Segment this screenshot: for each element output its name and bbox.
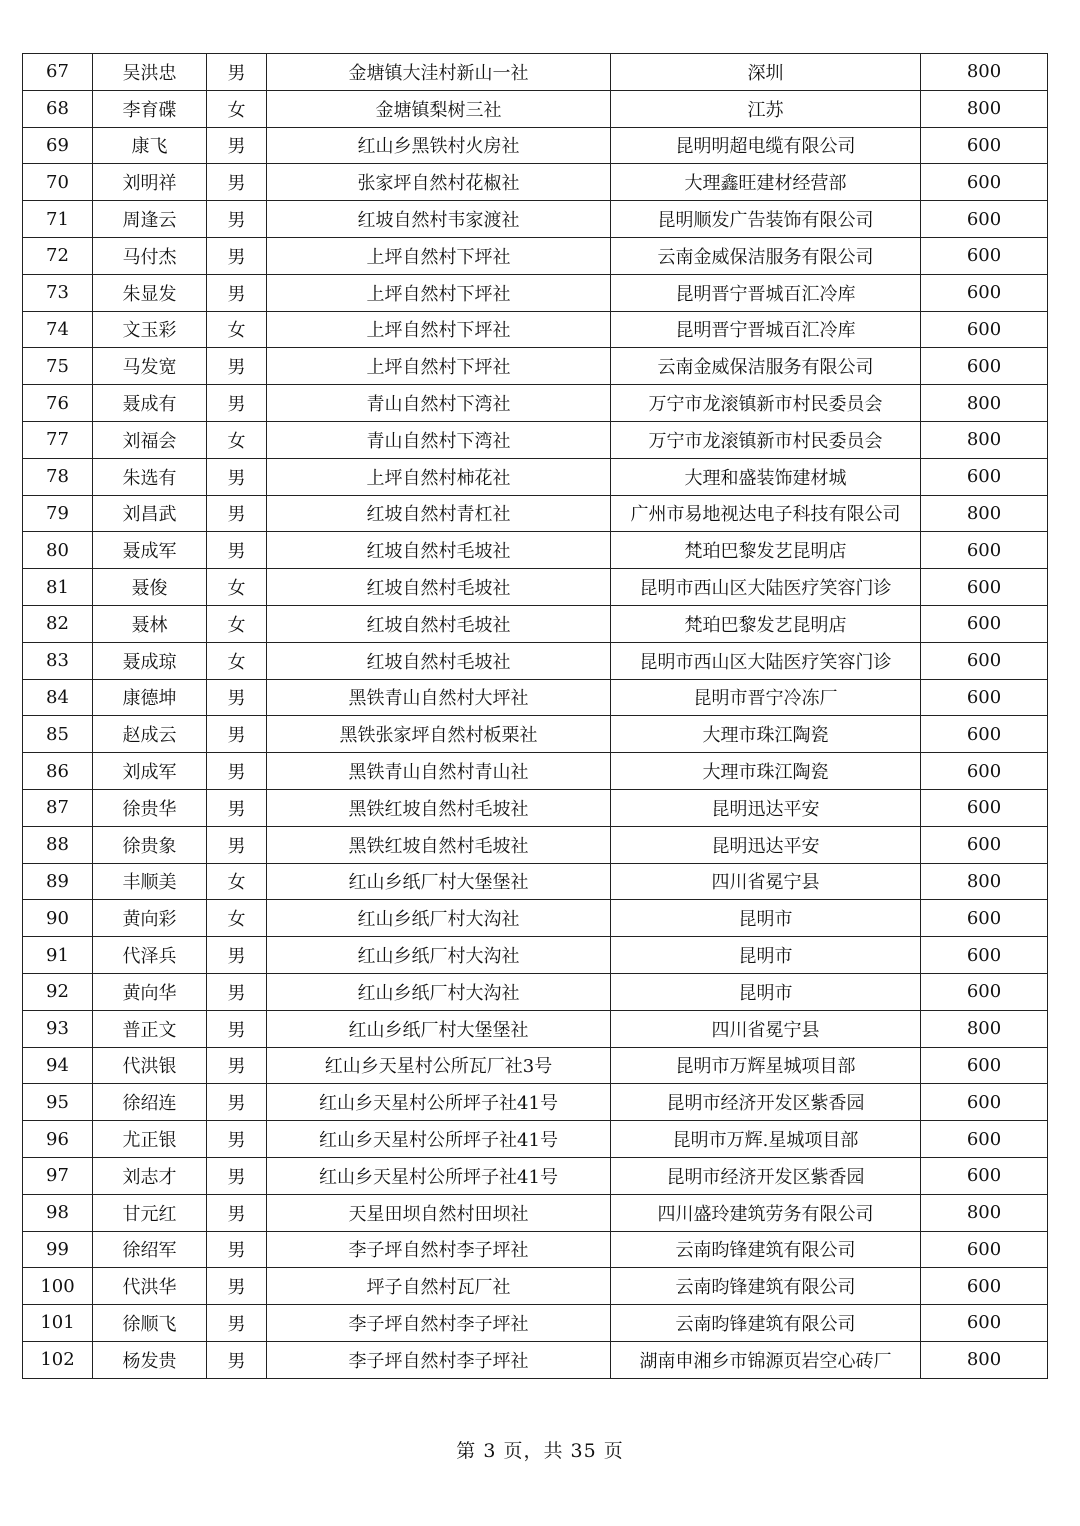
workplace-cell: 大理和盛装饰建材城 <box>611 458 921 495</box>
name-cell: 聂成有 <box>93 385 207 422</box>
address-cell: 李子坪自然村李子坪社 <box>267 1305 611 1342</box>
name-cell: 徐贵象 <box>93 826 207 863</box>
address-cell: 金塘镇大洼村新山一社 <box>267 54 611 91</box>
workplace-cell: 湖南申湘乡市锦源页岩空心砖厂 <box>611 1341 921 1378</box>
table-row <box>23 826 1048 863</box>
gender-cell: 女 <box>207 569 267 606</box>
address-cell: 上坪自然村柿花社 <box>267 458 611 495</box>
name-cell: 杨发贵 <box>93 1341 207 1378</box>
workplace-cell: 昆明市经济开发区紫香园 <box>611 1084 921 1121</box>
table-row <box>23 1194 1048 1231</box>
workplace-cell: 深圳 <box>611 54 921 91</box>
row-number-cell: 79 <box>23 495 93 532</box>
workplace-cell: 昆明市万辉.星城项目部 <box>611 1121 921 1158</box>
table-row <box>23 605 1048 642</box>
gender-cell: 男 <box>207 237 267 274</box>
workplace-cell: 梵珀巴黎发艺昆明店 <box>611 532 921 569</box>
name-cell: 徐绍连 <box>93 1084 207 1121</box>
table-row <box>23 1268 1048 1305</box>
row-number-cell: 100 <box>23 1268 93 1305</box>
row-number-cell: 71 <box>23 201 93 238</box>
gender-cell: 男 <box>207 716 267 753</box>
row-number-cell: 101 <box>23 1305 93 1342</box>
address-cell: 红山乡纸厂村大沟社 <box>267 973 611 1010</box>
name-cell: 徐贵华 <box>93 789 207 826</box>
address-cell: 李子坪自然村李子坪社 <box>267 1231 611 1268</box>
workplace-cell: 昆明迅达平安 <box>611 789 921 826</box>
table-row <box>23 863 1048 900</box>
gender-cell: 男 <box>207 127 267 164</box>
gender-cell: 男 <box>207 753 267 790</box>
amount-cell: 800 <box>921 1194 1048 1231</box>
workplace-cell: 江苏 <box>611 90 921 127</box>
amount-cell: 800 <box>921 495 1048 532</box>
gender-cell: 女 <box>207 863 267 900</box>
name-cell: 朱选有 <box>93 458 207 495</box>
gender-cell: 男 <box>207 1231 267 1268</box>
address-cell: 红山乡天星村公所坪子社41号 <box>267 1121 611 1158</box>
amount-cell: 600 <box>921 937 1048 974</box>
name-cell: 康德坤 <box>93 679 207 716</box>
name-cell: 代泽兵 <box>93 937 207 974</box>
row-number-cell: 91 <box>23 937 93 974</box>
name-cell: 刘志才 <box>93 1157 207 1194</box>
address-cell: 青山自然村下湾社 <box>267 385 611 422</box>
row-number-cell: 76 <box>23 385 93 422</box>
table-row <box>23 127 1048 164</box>
table-row <box>23 1121 1048 1158</box>
amount-cell: 600 <box>921 569 1048 606</box>
amount-cell: 600 <box>921 237 1048 274</box>
address-cell: 红山乡黑铁村火房社 <box>267 127 611 164</box>
table-row <box>23 90 1048 127</box>
workplace-cell: 昆明市西山区大陆医疗笑容门诊 <box>611 642 921 679</box>
name-cell: 代洪华 <box>93 1268 207 1305</box>
workplace-cell: 大理鑫旺建材经营部 <box>611 164 921 201</box>
name-cell: 黄向彩 <box>93 900 207 937</box>
table-row <box>23 679 1048 716</box>
name-cell: 徐顺飞 <box>93 1305 207 1342</box>
row-number-cell: 88 <box>23 826 93 863</box>
name-cell: 朱显发 <box>93 274 207 311</box>
row-number-cell: 97 <box>23 1157 93 1194</box>
gender-cell: 男 <box>207 679 267 716</box>
row-number-cell: 93 <box>23 1010 93 1047</box>
amount-cell: 600 <box>921 973 1048 1010</box>
table-row <box>23 1010 1048 1047</box>
address-cell: 金塘镇梨树三社 <box>267 90 611 127</box>
workplace-cell: 昆明市西山区大陆医疗笑容门诊 <box>611 569 921 606</box>
name-cell: 周逢云 <box>93 201 207 238</box>
table-row <box>23 1231 1048 1268</box>
amount-cell: 600 <box>921 1305 1048 1342</box>
address-cell: 天星田坝自然村田坝社 <box>267 1194 611 1231</box>
name-cell: 聂俊 <box>93 569 207 606</box>
gender-cell: 男 <box>207 1047 267 1084</box>
gender-cell: 女 <box>207 311 267 348</box>
gender-cell: 男 <box>207 201 267 238</box>
row-number-cell: 72 <box>23 237 93 274</box>
address-cell: 黑铁青山自然村大坪社 <box>267 679 611 716</box>
workplace-cell: 昆明晋宁晋城百汇冷库 <box>611 274 921 311</box>
roster-table <box>22 53 1048 1379</box>
amount-cell: 800 <box>921 54 1048 91</box>
address-cell: 上坪自然村下坪社 <box>267 348 611 385</box>
workplace-cell: 云南金威保洁服务有限公司 <box>611 348 921 385</box>
name-cell: 黄向华 <box>93 973 207 1010</box>
workplace-cell: 广州市易地视达电子科技有限公司 <box>611 495 921 532</box>
address-cell: 李子坪自然村李子坪社 <box>267 1341 611 1378</box>
amount-cell: 600 <box>921 127 1048 164</box>
table-row <box>23 937 1048 974</box>
gender-cell: 男 <box>207 1194 267 1231</box>
workplace-cell: 四川省冕宁县 <box>611 863 921 900</box>
address-cell: 红山乡纸厂村大沟社 <box>267 900 611 937</box>
amount-cell: 800 <box>921 1010 1048 1047</box>
gender-cell: 男 <box>207 1268 267 1305</box>
address-cell: 红山乡纸厂村大沟社 <box>267 937 611 974</box>
row-number-cell: 82 <box>23 605 93 642</box>
workplace-cell: 四川盛玲建筑劳务有限公司 <box>611 1194 921 1231</box>
workplace-cell: 昆明市 <box>611 973 921 1010</box>
table-row <box>23 385 1048 422</box>
amount-cell: 600 <box>921 532 1048 569</box>
name-cell: 甘元红 <box>93 1194 207 1231</box>
gender-cell: 男 <box>207 1084 267 1121</box>
row-number-cell: 90 <box>23 900 93 937</box>
address-cell: 红山乡纸厂村大堡堡社 <box>267 863 611 900</box>
address-cell: 红坡自然村毛坡社 <box>267 532 611 569</box>
workplace-cell: 昆明迅达平安 <box>611 826 921 863</box>
amount-cell: 600 <box>921 1084 1048 1121</box>
workplace-cell: 昆明明超电缆有限公司 <box>611 127 921 164</box>
address-cell: 黑铁张家坪自然村板栗社 <box>267 716 611 753</box>
row-number-cell: 70 <box>23 164 93 201</box>
name-cell: 马发宽 <box>93 348 207 385</box>
table-row <box>23 716 1048 753</box>
amount-cell: 600 <box>921 679 1048 716</box>
row-number-cell: 87 <box>23 789 93 826</box>
gender-cell: 男 <box>207 274 267 311</box>
row-number-cell: 85 <box>23 716 93 753</box>
row-number-cell: 73 <box>23 274 93 311</box>
row-number-cell: 96 <box>23 1121 93 1158</box>
name-cell: 普正文 <box>93 1010 207 1047</box>
workplace-cell: 昆明市 <box>611 937 921 974</box>
amount-cell: 600 <box>921 311 1048 348</box>
table-row <box>23 348 1048 385</box>
row-number-cell: 86 <box>23 753 93 790</box>
amount-cell: 800 <box>921 385 1048 422</box>
table-row <box>23 1047 1048 1084</box>
address-cell: 坪子自然村瓦厂社 <box>267 1268 611 1305</box>
row-number-cell: 69 <box>23 127 93 164</box>
table-row <box>23 753 1048 790</box>
workplace-cell: 云南昀锋建筑有限公司 <box>611 1268 921 1305</box>
amount-cell: 600 <box>921 1268 1048 1305</box>
amount-cell: 800 <box>921 90 1048 127</box>
workplace-cell: 昆明顺发广告装饰有限公司 <box>611 201 921 238</box>
name-cell: 赵成云 <box>93 716 207 753</box>
row-number-cell: 95 <box>23 1084 93 1121</box>
gender-cell: 男 <box>207 348 267 385</box>
row-number-cell: 99 <box>23 1231 93 1268</box>
name-cell: 刘成军 <box>93 753 207 790</box>
gender-cell: 男 <box>207 937 267 974</box>
name-cell: 李育碟 <box>93 90 207 127</box>
table-row <box>23 311 1048 348</box>
amount-cell: 800 <box>921 863 1048 900</box>
table-row <box>23 642 1048 679</box>
table-row <box>23 900 1048 937</box>
address-cell: 红坡自然村韦家渡社 <box>267 201 611 238</box>
workplace-cell: 万宁市龙滚镇新市村民委员会 <box>611 421 921 458</box>
row-number-cell: 98 <box>23 1194 93 1231</box>
workplace-cell: 大理市珠江陶瓷 <box>611 753 921 790</box>
workplace-cell: 昆明市 <box>611 900 921 937</box>
workplace-cell: 云南金威保洁服务有限公司 <box>611 237 921 274</box>
workplace-cell: 万宁市龙滚镇新市村民委员会 <box>611 385 921 422</box>
amount-cell: 600 <box>921 1157 1048 1194</box>
row-number-cell: 68 <box>23 90 93 127</box>
gender-cell: 男 <box>207 789 267 826</box>
row-number-cell: 94 <box>23 1047 93 1084</box>
gender-cell: 女 <box>207 605 267 642</box>
address-cell: 青山自然村下湾社 <box>267 421 611 458</box>
name-cell: 吴洪忠 <box>93 54 207 91</box>
workplace-cell: 云南昀锋建筑有限公司 <box>611 1305 921 1342</box>
address-cell: 红坡自然村青杠社 <box>267 495 611 532</box>
row-number-cell: 74 <box>23 311 93 348</box>
address-cell: 红山乡天星村公所坪子社41号 <box>267 1157 611 1194</box>
row-number-cell: 75 <box>23 348 93 385</box>
gender-cell: 女 <box>207 642 267 679</box>
address-cell: 红坡自然村毛坡社 <box>267 605 611 642</box>
name-cell: 刘昌武 <box>93 495 207 532</box>
name-cell: 聂成琼 <box>93 642 207 679</box>
table-row <box>23 1341 1048 1378</box>
amount-cell: 600 <box>921 348 1048 385</box>
address-cell: 黑铁红坡自然村毛坡社 <box>267 789 611 826</box>
row-number-cell: 102 <box>23 1341 93 1378</box>
address-cell: 黑铁红坡自然村毛坡社 <box>267 826 611 863</box>
table-row <box>23 201 1048 238</box>
amount-cell: 800 <box>921 421 1048 458</box>
page-number-footer: 第 3 页，共 35 页 <box>456 1440 624 1462</box>
name-cell: 代洪银 <box>93 1047 207 1084</box>
row-number-cell: 67 <box>23 54 93 91</box>
gender-cell: 女 <box>207 421 267 458</box>
name-cell: 聂成军 <box>93 532 207 569</box>
amount-cell: 800 <box>921 1341 1048 1378</box>
gender-cell: 男 <box>207 1121 267 1158</box>
row-number-cell: 77 <box>23 421 93 458</box>
table-row <box>23 789 1048 826</box>
table-row <box>23 274 1048 311</box>
amount-cell: 600 <box>921 753 1048 790</box>
row-number-cell: 81 <box>23 569 93 606</box>
workplace-cell: 昆明市晋宁冷冻厂 <box>611 679 921 716</box>
table-row <box>23 973 1048 1010</box>
amount-cell: 600 <box>921 274 1048 311</box>
amount-cell: 600 <box>921 605 1048 642</box>
address-cell: 上坪自然村下坪社 <box>267 237 611 274</box>
gender-cell: 男 <box>207 973 267 1010</box>
name-cell: 尤正银 <box>93 1121 207 1158</box>
amount-cell: 600 <box>921 1047 1048 1084</box>
address-cell: 上坪自然村下坪社 <box>267 274 611 311</box>
amount-cell: 600 <box>921 642 1048 679</box>
address-cell: 张家坪自然村花椒社 <box>267 164 611 201</box>
table-row <box>23 237 1048 274</box>
workplace-cell: 云南昀锋建筑有限公司 <box>611 1231 921 1268</box>
amount-cell: 600 <box>921 789 1048 826</box>
row-number-cell: 78 <box>23 458 93 495</box>
name-cell: 丰顺美 <box>93 863 207 900</box>
amount-cell: 600 <box>921 1121 1048 1158</box>
amount-cell: 600 <box>921 1231 1048 1268</box>
workplace-cell: 昆明市经济开发区紫香园 <box>611 1157 921 1194</box>
workplace-cell: 梵珀巴黎发艺昆明店 <box>611 605 921 642</box>
gender-cell: 男 <box>207 495 267 532</box>
gender-cell: 男 <box>207 458 267 495</box>
address-cell: 上坪自然村下坪社 <box>267 311 611 348</box>
amount-cell: 600 <box>921 826 1048 863</box>
gender-cell: 女 <box>207 900 267 937</box>
table-row <box>23 532 1048 569</box>
gender-cell: 男 <box>207 1341 267 1378</box>
amount-cell: 600 <box>921 900 1048 937</box>
row-number-cell: 89 <box>23 863 93 900</box>
gender-cell: 女 <box>207 90 267 127</box>
gender-cell: 男 <box>207 826 267 863</box>
workplace-cell: 昆明市万辉星城项目部 <box>611 1047 921 1084</box>
name-cell: 刘明祥 <box>93 164 207 201</box>
table-row <box>23 1084 1048 1121</box>
workplace-cell: 四川省冕宁县 <box>611 1010 921 1047</box>
gender-cell: 男 <box>207 54 267 91</box>
table-row <box>23 458 1048 495</box>
roster-table-body <box>23 54 1048 1379</box>
gender-cell: 男 <box>207 164 267 201</box>
row-number-cell: 83 <box>23 642 93 679</box>
gender-cell: 男 <box>207 1157 267 1194</box>
address-cell: 红山乡天星村公所瓦厂社3号 <box>267 1047 611 1084</box>
table-row <box>23 495 1048 532</box>
amount-cell: 600 <box>921 716 1048 753</box>
table-row <box>23 54 1048 91</box>
gender-cell: 男 <box>207 532 267 569</box>
amount-cell: 600 <box>921 164 1048 201</box>
gender-cell: 男 <box>207 1010 267 1047</box>
table-row <box>23 1305 1048 1342</box>
gender-cell: 男 <box>207 385 267 422</box>
amount-cell: 600 <box>921 201 1048 238</box>
name-cell: 文玉彩 <box>93 311 207 348</box>
name-cell: 康飞 <box>93 127 207 164</box>
gender-cell: 男 <box>207 1305 267 1342</box>
name-cell: 马付杰 <box>93 237 207 274</box>
workplace-cell: 大理市珠江陶瓷 <box>611 716 921 753</box>
name-cell: 徐绍军 <box>93 1231 207 1268</box>
address-cell: 黑铁青山自然村青山社 <box>267 753 611 790</box>
table-row <box>23 1157 1048 1194</box>
row-number-cell: 84 <box>23 679 93 716</box>
amount-cell: 600 <box>921 458 1048 495</box>
name-cell: 刘福会 <box>93 421 207 458</box>
row-number-cell: 80 <box>23 532 93 569</box>
table-row <box>23 164 1048 201</box>
address-cell: 红山乡天星村公所坪子社41号 <box>267 1084 611 1121</box>
table-row <box>23 569 1048 606</box>
address-cell: 红坡自然村毛坡社 <box>267 642 611 679</box>
row-number-cell: 92 <box>23 973 93 1010</box>
address-cell: 红坡自然村毛坡社 <box>267 569 611 606</box>
address-cell: 红山乡纸厂村大堡堡社 <box>267 1010 611 1047</box>
table-row <box>23 421 1048 458</box>
name-cell: 聂林 <box>93 605 207 642</box>
workplace-cell: 昆明晋宁晋城百汇冷库 <box>611 311 921 348</box>
